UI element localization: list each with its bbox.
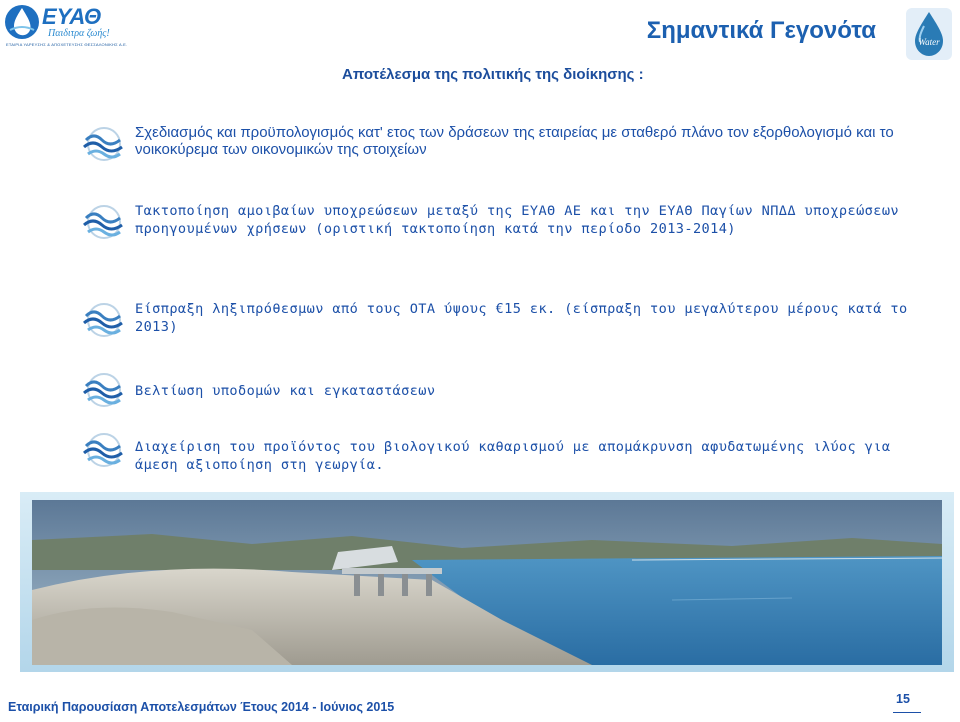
reservoir-photo-frame <box>20 492 954 672</box>
water-drop-icon <box>906 8 952 60</box>
company-logo <box>2 2 128 50</box>
logo-slogan: Παιδιτρα ζωής! <box>48 28 110 39</box>
bullet-text: Είσπραξη ληξιπρόθεσμων από τους ΟΤΑ ύψους €15 εκ. (είσπραξη του μεγαλύτερου μέρους κατά το 2013) <box>135 301 908 335</box>
footer-text: Εταιρική Παρουσίαση Αποτελεσμάτων Έτους 2014 - Ιούνιος 2015 <box>8 700 395 714</box>
bullet-text: Διαχείριση του προϊόντος του βιολογικού καθαρισμού με απομάκρυνση αφυδατωμένης ιλύος για άμεση αξιοποίηση στη γεωργία. <box>135 439 891 473</box>
water-drop-emblem <box>906 8 952 60</box>
bullet-text: Τακτοποίηση αμοιβαίων υποχρεώσεων μεταξύ της ΕΥΑΘ ΑΕ και την ΕΥΑΘ Παγίων ΝΠΔΔ υποχρεώσεων προηγουμένων χρήσεων (οριστική τακτοποίηση κατά την περίοδο 2013-2014) <box>135 203 899 237</box>
logo-subtext: ΕΤΑΙΡΙΑ ΥΔΡΕΥΣΗΣ & ΑΠΟΧΕΤΕΥΣΗΣ ΘΕΣΣΑΛΟΝΙΚΗΣ Α.Ε. <box>6 42 128 47</box>
page-number: 15 <box>896 692 910 706</box>
water-wave-icon <box>80 202 128 244</box>
water-wave-icon <box>80 370 128 412</box>
reservoir-photo <box>32 500 942 665</box>
bullet-text: Σχεδιασμός και προϋπολογισμός κατ' ετος των δράσεων της εταιρείας με σταθερό πλάνο τον εξορθολογισμό και το νοικοκύρεμα των οικονομικών της στοιχείων <box>135 124 894 158</box>
page-number-underline <box>893 712 921 713</box>
water-wave-icon <box>80 124 128 166</box>
water-wave-icon <box>80 430 128 472</box>
section-subtitle: Αποτέλεσμα της πολιτικής της διοίκησης : <box>342 66 644 83</box>
water-wave-icon <box>80 300 128 342</box>
logo-title: ΕΥΑΘ <box>42 4 102 29</box>
drop-label: Water <box>918 37 940 47</box>
page-title: Σημαντικά Γεγονότα <box>646 17 876 44</box>
bullet-text: Βελτίωση υποδομών και εγκαταστάσεων <box>135 383 436 399</box>
